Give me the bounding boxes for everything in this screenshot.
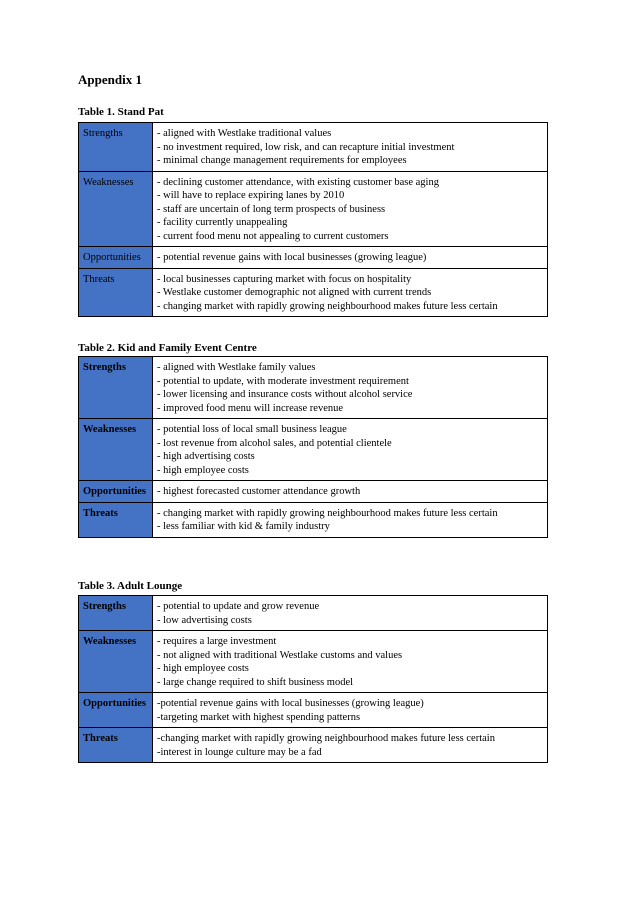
row-content — [153, 596, 548, 631]
table-adult-lounge — [78, 595, 548, 763]
row-label: Strengths — [79, 123, 153, 172]
bullet-line: - high employee costs — [157, 663, 249, 674]
bullet-line: - improved food menu will increase revenue — [157, 402, 344, 414]
bullet-line: - less familiar with kid & family industry — [157, 521, 330, 532]
row-label: Opportunities — [79, 693, 153, 728]
bullet-line: -targeting market with highest spending patterns — [157, 711, 361, 723]
table-row-strengths — [79, 123, 548, 172]
row-content — [153, 693, 548, 728]
table-row-opportunities — [79, 693, 548, 728]
table-row-weaknesses — [79, 419, 548, 481]
bullet-line: - aligned with Westlake family values — [157, 362, 316, 373]
bullet-line: - requires a large investment — [157, 636, 277, 647]
appendix-title: Appendix 1 — [78, 72, 142, 87]
row-content — [153, 268, 548, 317]
row-label: Opportunities — [79, 481, 153, 503]
row-content — [153, 481, 548, 503]
bullet-line: - not aligned with traditional Westlake customs and values — [157, 649, 403, 661]
table-row-threats — [79, 502, 548, 537]
table-row-opportunities — [79, 247, 548, 269]
bullet-line: - Westlake customer demographic not aligned with current trends — [157, 287, 432, 298]
bullet-line: - high employee costs — [157, 464, 249, 476]
bullet-line: -interest in lounge culture may be a fad — [157, 746, 322, 758]
bullet-line: - facility currently unappealing — [157, 217, 288, 228]
bullet-line: - declining customer attendance, with existing customer base aging — [157, 176, 439, 188]
row-label: Strengths — [79, 357, 153, 419]
bullet-line: - low advertising costs — [157, 614, 252, 626]
bullet-line: - potential to update and grow revenue — [157, 601, 320, 612]
table-row-weaknesses — [79, 631, 548, 693]
bullet-line: - local businesses capturing market with focus on hospitality — [157, 273, 412, 285]
bullet-line: - changing market with rapidly growing neighbourhood makes future less certain — [157, 300, 498, 312]
table-2-caption: Table 2. Kid and Family Event Centre — [78, 342, 257, 354]
bullet-line: - staff are uncertain of long term prospects of business — [157, 203, 386, 215]
table-row-threats — [79, 728, 548, 763]
row-content — [153, 247, 548, 269]
table-1-caption: Table 1. Stand Pat — [78, 106, 164, 118]
row-content — [153, 171, 548, 247]
bullet-line: - high advertising costs — [157, 451, 255, 462]
table-row-strengths — [79, 596, 548, 631]
bullet-line: - potential revenue gains with local businesses (growing league) — [157, 252, 427, 263]
table-row-weaknesses — [79, 171, 548, 247]
bullet-line: - will have to replace expiring lanes by 2010 — [157, 190, 345, 201]
table-stand-pat — [78, 122, 548, 317]
bullet-line: -potential revenue gains with local businesses (growing league) — [157, 698, 424, 709]
row-label: Threats — [79, 728, 153, 763]
table-kid-family-event-centre — [78, 356, 548, 538]
bullet-line: - large change required to shift business model — [157, 676, 354, 688]
row-content — [153, 419, 548, 481]
row-label: Strengths — [79, 596, 153, 631]
row-label: Threats — [79, 502, 153, 537]
row-content — [153, 631, 548, 693]
bullet-line: - lower licensing and insurance costs without alcohol service — [157, 389, 413, 400]
bullet-line: - current food menu not appealing to current customers — [157, 230, 389, 242]
row-content — [153, 357, 548, 419]
row-content — [153, 123, 548, 172]
row-content — [153, 502, 548, 537]
bullet-line: - potential to update, with moderate investment requirement — [157, 375, 409, 387]
table-3-caption: Table 3. Adult Lounge — [78, 580, 183, 592]
row-label: Opportunities — [79, 247, 153, 269]
row-content — [153, 728, 548, 763]
row-label: Weaknesses — [79, 631, 153, 693]
bullet-line: - minimal change management requirements for employees — [157, 155, 407, 166]
table-row-threats — [79, 268, 548, 317]
bullet-line: - aligned with Westlake traditional values — [157, 128, 332, 139]
bullet-line: - changing market with rapidly growing neighbourhood makes future less certain — [157, 507, 498, 519]
row-label: Threats — [79, 268, 153, 317]
bullet-line: - no investment required, low risk, and can recapture initial investment — [157, 141, 455, 153]
table-row-opportunities — [79, 481, 548, 503]
row-label: Weaknesses — [79, 419, 153, 481]
bullet-line: - lost revenue from alcohol sales, and potential clientele — [157, 437, 392, 449]
bullet-line: - highest forecasted customer attendance growth — [157, 486, 361, 497]
table-row-strengths — [79, 357, 548, 419]
bullet-line: -changing market with rapidly growing neighbourhood makes future less certain — [157, 733, 495, 744]
bullet-line: - potential loss of local small business league — [157, 424, 347, 435]
row-label: Weaknesses — [79, 171, 153, 247]
